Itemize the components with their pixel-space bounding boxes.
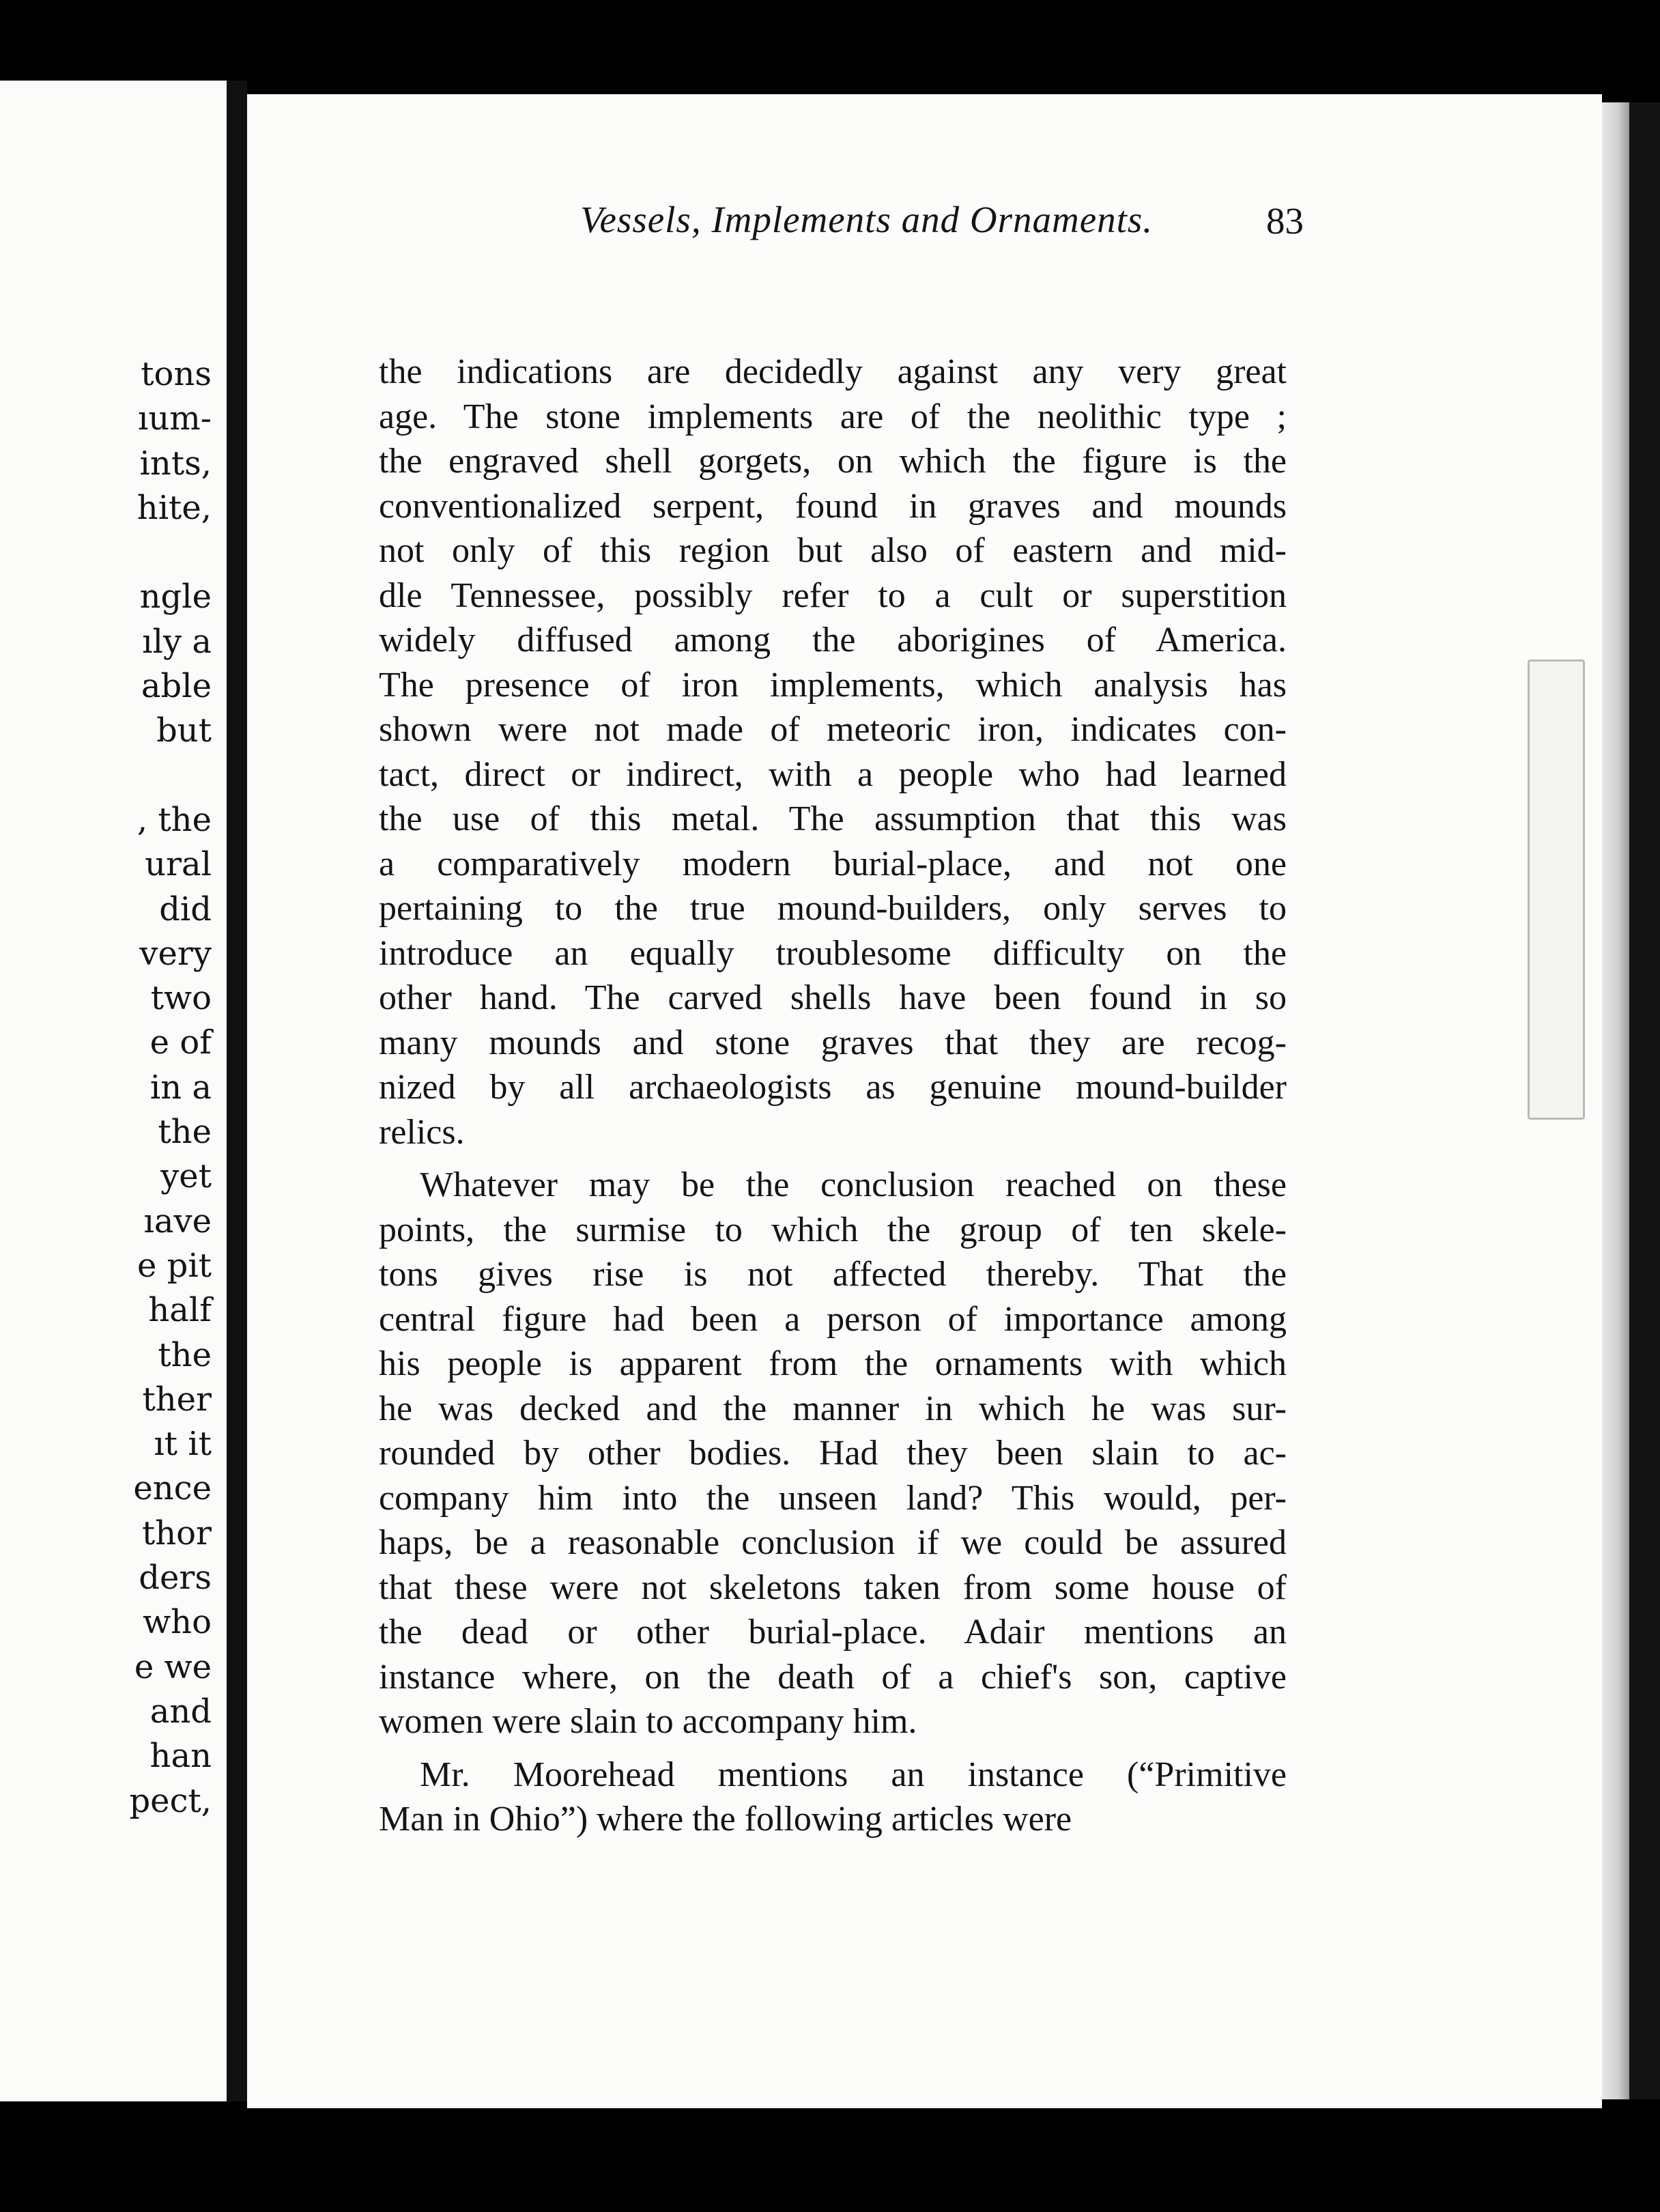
facing-page-line: yet [160,1157,212,1196]
facing-page-line: tons [141,355,212,393]
text-line: Mr. Moorehead mentions an instance (“Primitive [420,1755,1287,1794]
facing-page-line: ıt it [154,1425,212,1464]
paragraph [379,1163,1287,1744]
facing-page-line: able [141,667,212,706]
text-line: relics. [379,1112,465,1152]
text-line: central figure had been a person of importance among [379,1299,1287,1339]
text-line: instance where, on the death of a chief's son, captive [379,1657,1287,1697]
facing-page-line: in a [149,1068,212,1107]
text-line: that these were not skeletons taken from some house of [379,1568,1287,1607]
facing-page-line: did [159,890,212,928]
text-line: age. The stone implements are of the neolithic type ; [379,397,1287,436]
facing-page-line: ıave [143,1202,212,1240]
text-line: Whatever may be the conclusion reached on these [420,1165,1287,1204]
scan-border-right [1629,102,1660,2099]
page-edge-shadow [1602,102,1629,2099]
text-line: pertaining to the true mound-builders, only serves to [379,889,1287,928]
facing-page-text-fragments [129,352,212,1824]
facing-page-line: e we [134,1647,212,1686]
text-line: a comparatively modern burial-place, and not one [379,844,1287,883]
text-line: the indications are decidedly against any very great [379,352,1287,391]
facing-page-line: very [139,934,212,973]
page-header [334,198,1304,253]
text-line: the use of this metal. The assumption that this was [379,799,1287,838]
facing-page-line: e of [149,1023,212,1062]
facing-page-line: ther [142,1380,212,1419]
facing-page-line: half [148,1291,212,1330]
text-line: points, the surmise to which the group of ten skele- [379,1210,1287,1249]
facing-page-line: ural [145,845,212,884]
text-line: women were slain to accompany him. [379,1702,917,1741]
facing-page-line: ngle [139,578,212,616]
text-line: company him into the unseen land? This would, per- [379,1478,1287,1518]
text-line: many mounds and stone graves that they are recog- [379,1023,1287,1062]
text-line: haps, be a reasonable conclusion if we could be assured [379,1523,1287,1562]
facing-page-line: and [149,1692,212,1731]
text-line: rounded by other bodies. Had they been slain to ac- [379,1434,1287,1473]
gutter-shadow [227,81,247,2101]
facing-page-line [129,530,212,575]
facing-page-line: ıum- [138,399,212,438]
facing-page-line: ıly a [142,622,212,661]
facing-page-line: the [158,1113,212,1152]
page-number: 83 [1266,200,1304,242]
text-line: conventionalized serpent, found in graves and mounds [379,486,1287,526]
facing-page-line: but [156,711,212,750]
paragraph [379,1753,1287,1842]
text-line: dle Tennessee, possibly refer to a cult or superstition [379,576,1287,615]
facing-page-line: han [149,1737,212,1776]
paragraph [379,350,1287,1154]
facing-page-line: hite, [137,488,212,527]
facing-page-line [129,754,212,798]
text-line: the engraved shell gorgets, on which the figure is the [379,442,1287,481]
text-line: introduce an equally troublesome difficulty on the [379,933,1287,973]
facing-page-line: ence [133,1469,212,1508]
library-stamp-mark [1528,660,1585,1120]
text-line: other hand. The carved shells have been found in so [379,978,1287,1017]
text-line: Man in Ohio”) where the following articles were [379,1800,1072,1839]
facing-page-line: thor [141,1514,212,1552]
facing-page-line: who [143,1603,212,1642]
facing-page-line: , the [137,800,212,839]
text-line: shown were not made of meteoric iron, indicates con- [379,710,1287,749]
text-line: nized by all archaeologists as genuine mound-builder [379,1068,1287,1107]
facing-page-line: ders [139,1559,212,1598]
text-line: The presence of iron implements, which analysis has [379,665,1287,705]
text-line: he was decked and the manner in which he was sur- [379,1389,1287,1428]
text-line: widely diffused among the aborigines of America. [379,621,1287,660]
text-line: tact, direct or indirect, with a people who had learned [379,754,1287,794]
text-line: not only of this region but also of eastern and mid- [379,531,1287,570]
running-head: Vessels, Implements and Ornaments. [580,199,1154,240]
facing-page-line: the [158,1335,212,1374]
facing-page-line: e pit [137,1246,212,1285]
facing-page-line: two [150,979,212,1018]
facing-page [0,81,227,2101]
facing-page-line: ints, [139,444,212,483]
body-text [379,350,1287,1842]
text-line: the dead or other burial-place. Adair mentions an [379,1613,1287,1651]
text-line: tons gives rise is not affected thereby. That the [379,1255,1287,1294]
facing-page-line: pect, [129,1781,212,1820]
text-line: his people is apparent from the ornaments with which [379,1344,1287,1383]
